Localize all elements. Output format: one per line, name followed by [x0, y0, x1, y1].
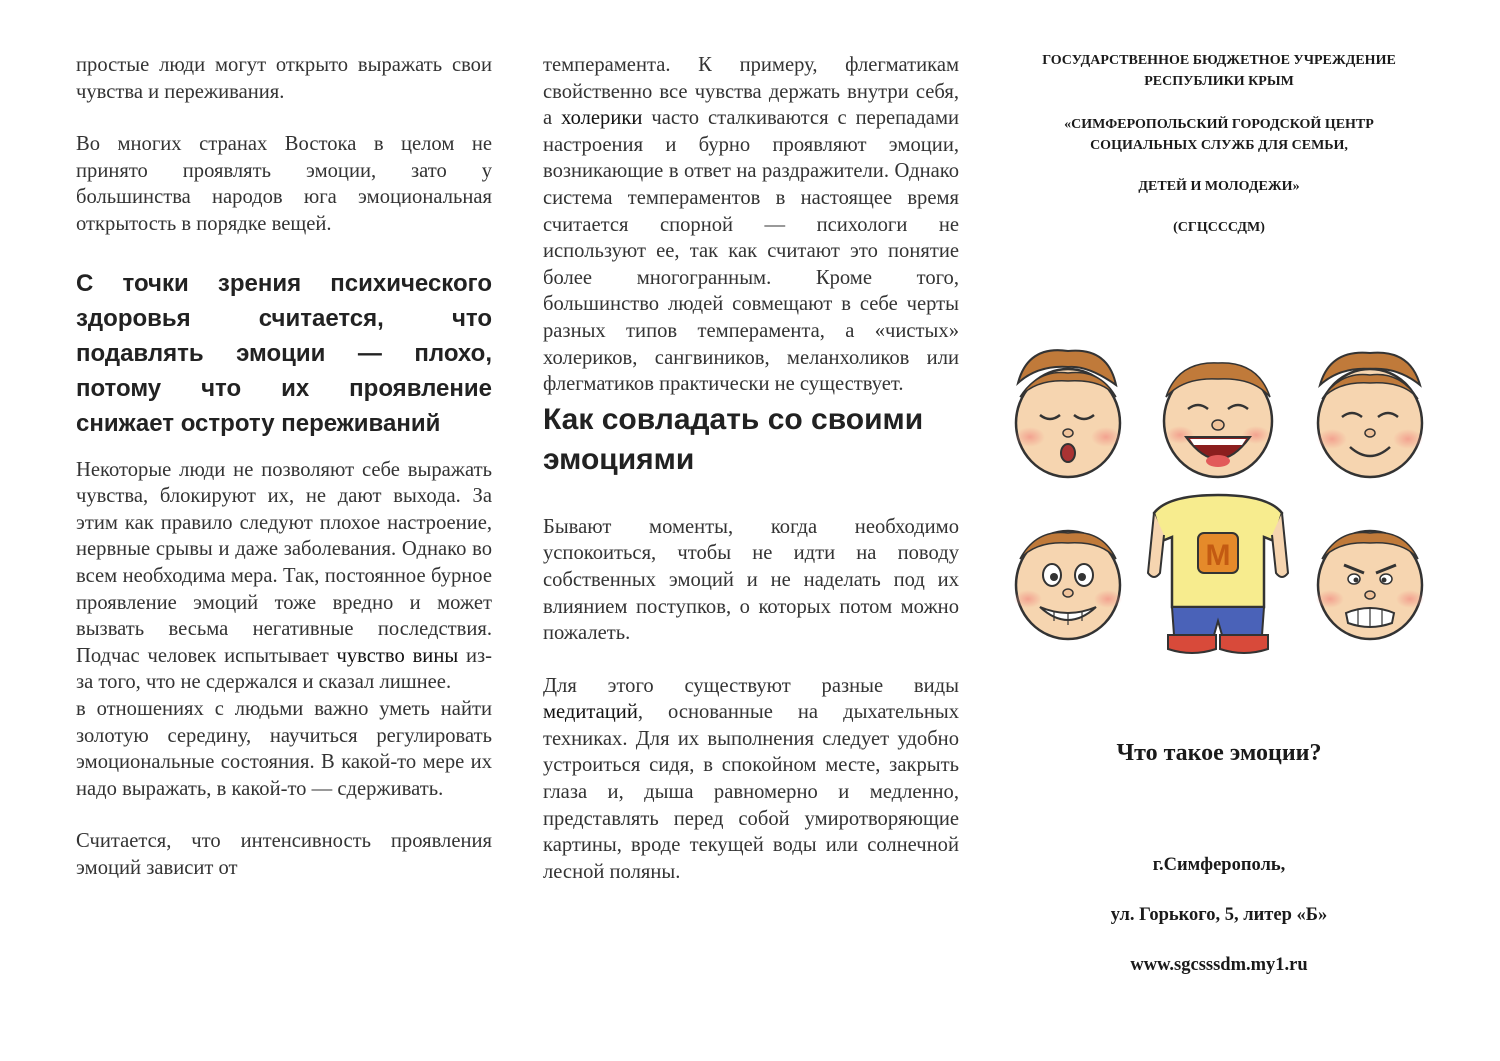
brochure-title: Что такое эмоции? — [1116, 740, 1322, 766]
angry-face-icon — [1316, 531, 1424, 639]
column-left — [76, 52, 492, 881]
paragraph: в отношениях с людьми важно уметь найти золотую середину, научиться регулировать эмоциональные состояния. В какой-то мере их надо выражать, в какой-то — сдерживать. — [76, 697, 492, 800]
paragraph: Некоторые люди не позволяют себе выражать чувства, блокируют их, не дают выхода. За этим как правило следуют плохое настроение, нервные срывы и даже заболевания. Однако во всем необходима мера. Так, постоянное бурное проявление эмоций тоже вредно и может вызвать весьма негативные последствия. Подчас человек испытывает чувство вины из-за того, что не сдержался и сказал лишнее. — [76, 458, 492, 694]
paragraph: Бывают моменты, когда необходимо успокоиться, чтобы не идти на поводу собственных эмоций и не наделать под их влиянием поступков, о которых потом можно пожалеть. — [543, 515, 959, 645]
city: г.Симферополь, — [1152, 855, 1286, 875]
center-name-line: «СИМФЕРОПОЛЬСКИЙ ГОРОДСКОЙ ЦЕНТР — [1064, 117, 1374, 132]
grinning-face-icon — [1014, 531, 1122, 639]
emotion-faces-illustration — [1008, 345, 1430, 665]
shirt-letter: М — [1205, 539, 1231, 572]
boy-body-illustration — [1148, 495, 1288, 653]
section-heading: Как совладать со своими эмоциями — [543, 402, 924, 476]
paragraph: простые люди могут открыто выражать свои чувства и переживания. — [76, 54, 492, 103]
org-abbreviation: (СГЦСССДМ) — [1173, 220, 1265, 235]
paragraph: Для этого существуют разные виды медитаций, основанные на дыхательных техниках. Для их выполнения следует удобно устроиться сидя, в спокойном месте, закрыть глаза и, дыша равномерно и медленно, представлять перед собой умиротворяющие картины, вроде текущей воды или солнечной лесной поляны. — [543, 674, 959, 883]
sleepy-face-icon — [1015, 350, 1121, 477]
term-link[interactable]: чувство вины — [336, 644, 459, 667]
paragraph: темперамента. К примеру, флегматикам свойственно все чувства держать внутри себя, а холерики часто сталкиваются с перепадами настроения и бурно проявляют эмоции, возникающие в ответ на раздражители. Однако система темпераментов в настоящее время считается спорной — психологи не используют ее, так как считают это понятие более многогранным. Кроме того, большинство людей совмещают в себе черты разных типов темперамента, а «чистых» холериков, сангвиников, меланхоликов или флегматиков практически не существует. — [543, 54, 959, 396]
paragraph: Считается, что интенсивность проявления эмоций зависит от — [76, 830, 492, 879]
org-name-line: ГОСУДАРСТВЕННОЕ БЮДЖЕТНОЕ УЧРЕЖДЕНИЕ — [1042, 53, 1396, 68]
section-heading: С точки зрения психического здоровья считается, что подавлять эмоции — плохо, потому что их проявление снижает остроту переживаний — [76, 269, 492, 437]
laughing-face-icon — [1164, 363, 1272, 477]
org-name-line: РЕСПУБЛИКИ КРЫМ — [1144, 74, 1294, 89]
column-cover — [1004, 50, 1434, 238]
center-name-line: ДЕТЕЙ И МОЛОДЕЖИ» — [1138, 179, 1300, 194]
content-face-icon — [1317, 353, 1423, 477]
term-link[interactable]: медитаций — [543, 701, 638, 724]
term-link[interactable]: холерики — [561, 107, 643, 130]
website-link[interactable]: www.sgcsssdm.my1.ru — [1130, 955, 1308, 975]
column-middle — [543, 52, 959, 885]
paragraph: Во многих странах Востока в целом не принято проявлять эмоции, зато у большинства народов юга эмоциональная открытость в порядке вещей. — [76, 133, 492, 235]
center-name-line: СОЦИАЛЬНЫХ СЛУЖБ ДЛЯ СЕМЬИ, — [1090, 138, 1348, 153]
address: ул. Горького, 5, литер «Б» — [1110, 905, 1328, 925]
